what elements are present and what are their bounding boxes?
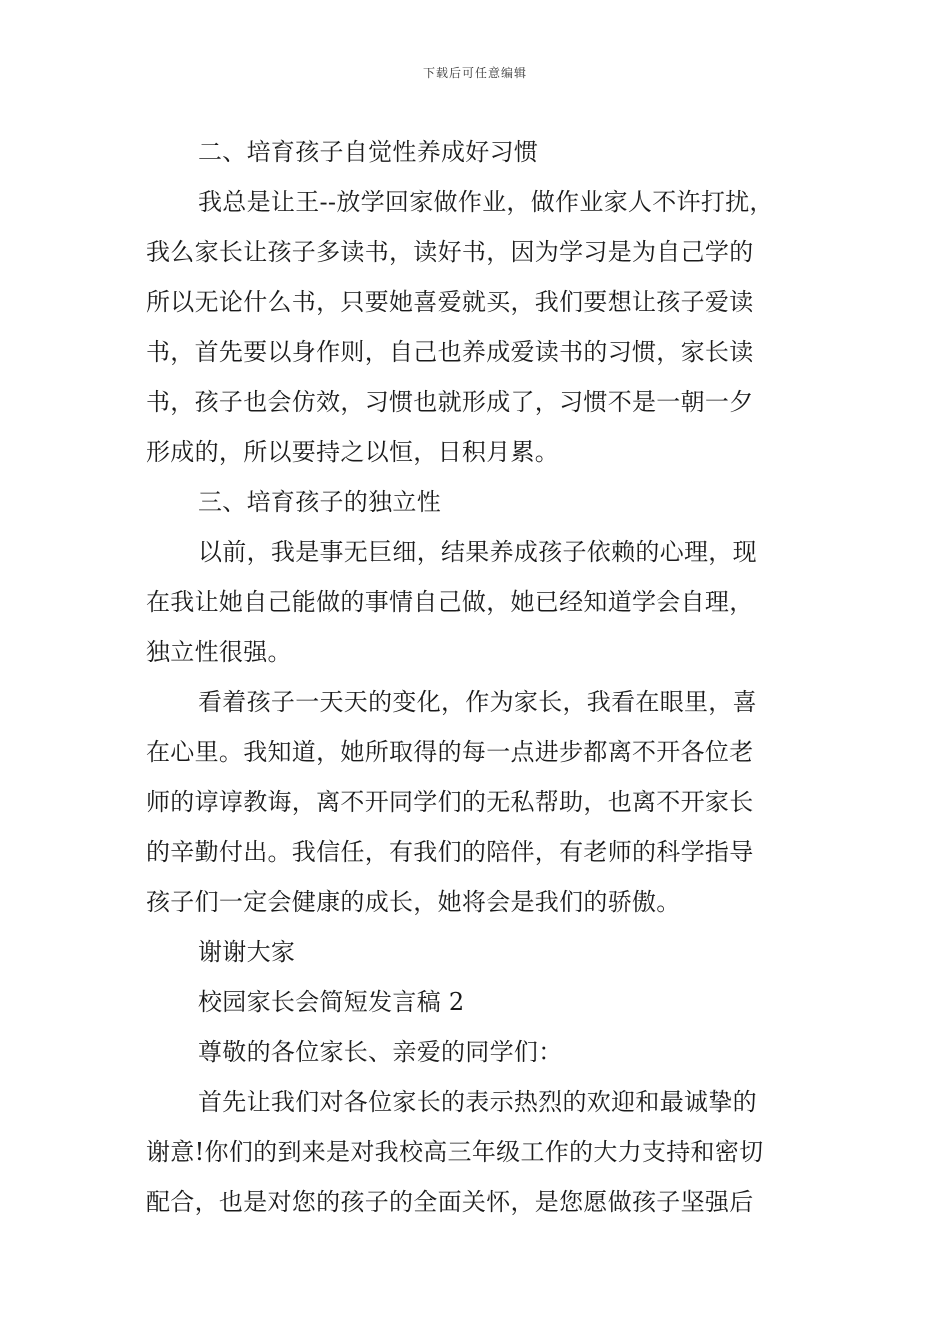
- text-line: 孩子们一定会健康的成长，她将会是我们的骄傲。: [146, 888, 681, 916]
- text-line: 独立性很强。: [146, 638, 292, 666]
- text-line: 在心里。我知道，她所取得的每一点进步都离不开各位老: [146, 738, 754, 766]
- text-line: 我总是让王--放学回家做作业，做作业家人不许打扰，: [198, 188, 774, 216]
- page-header-note: 下载后可任意编辑: [422, 66, 527, 80]
- text-line: 首先让我们对各位家长的表示热烈的欢迎和最诚挚的: [198, 1088, 757, 1116]
- document-body: [146, 127, 806, 1227]
- text-line: 所以无论什么书，只要她喜爱就买，我们要想让孩子爱读: [146, 288, 754, 316]
- text-line: 形成的，所以要持之以恒，日积月累。: [146, 438, 560, 466]
- text-line: 尊敬的各位家长、亲爱的同学们：: [198, 1038, 563, 1066]
- text-line: 校园家长会简短发言稿 2: [198, 988, 465, 1016]
- text-line: 看着孩子一天天的变化，作为家长，我看在眼里，喜: [198, 688, 757, 716]
- text-line: 我么家长让孩子多读书，读好书，因为学习是为自己学的: [146, 238, 754, 266]
- text-line: 谢谢大家: [198, 938, 296, 966]
- text-line: 以前，我是事无巨细，结果养成孩子依赖的心理，现: [198, 538, 757, 566]
- text-line: 书，首先要以身作则，自己也养成爱读书的习惯，家长读: [146, 338, 754, 366]
- text-line: 的辛勤付出。我信任，有我们的陪伴，有老师的科学指导: [146, 838, 754, 866]
- text-line: 师的谆谆教诲，离不开同学们的无私帮助，也离不开家长: [146, 788, 754, 816]
- text-line: 二、培育孩子自觉性养成好习惯: [198, 138, 539, 166]
- text-line: 在我让她自己能做的事情自己做，她已经知道学会自理，: [146, 588, 754, 616]
- text-line: 配合，也是对您的孩子的全面关怀，是您愿做孩子坚强后: [146, 1188, 754, 1216]
- text-line: 三、培育孩子的独立性: [198, 488, 441, 516]
- text-line: 书，孩子也会仿效，习惯也就形成了，习惯不是一朝一夕: [146, 388, 754, 416]
- text-line: 谢意!你们的到来是对我校高三年级工作的大力支持和密切: [146, 1138, 764, 1166]
